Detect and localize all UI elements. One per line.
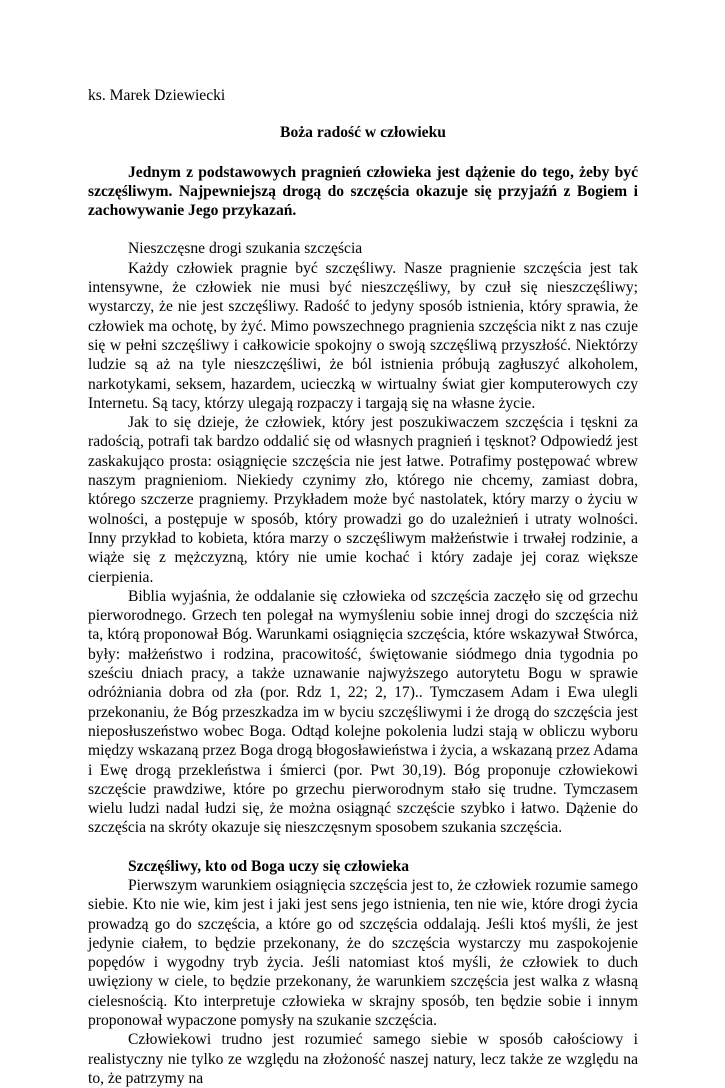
- section-heading: Nieszczęsne drogi szukania szczęścia: [128, 240, 363, 258]
- lead-paragraph: Jednym z podstawowych pragnień człowieka jest dążenie do tego, żeby być szczęśliwym. Najpewniejszą drogą do szczęścia okazuje się przyjaźń z Bogiem i zachowywanie Jego przykazań.: [88, 163, 638, 220]
- body-paragraph: Każdy człowiek pragnie być szczęśliwy. Nasze pragnienie szczęścia jest tak intensywne, że człowiek nie musi być nieszczęśliwy, by czuł się nieszczęśliwy; wystarczy, że nie jest szczęśliwy. Radość to jedyny sposób istnienia, który sprawia, że człowiek ma ochotę, by żyć. Mimo powszechnego pragnienia szczęścia nikt z nas czuje się w pełni szczęśliwy i całkowicie spokojny o swoją szczęśliwą przyszłość. Niektórzy ludzie są aż na tyle nieszczęśliwi, że ból istnienia próbują zagłuszyć alkoholem, narkotykami, seksem, hazardem, ucieczką w wirtualny świat gier komputerowych czy Internetu. Są tacy, którzy ulegają rozpaczy i targają się na własne życie.: [88, 259, 638, 412]
- body-paragraph: Biblia wyjaśnia, że oddalanie się człowieka od szczęścia zaczęło się od grzechu pierworodnego. Grzech ten polegał na wymyśleniu sobie innej drogi do szczęścia niż ta, którą proponował Bóg. Warunkami osiągnięcia szczęścia, które wskazywał Stwórca, były: małżeństwo i rodzina, pracowitość, świętowanie siódmego dnia tygodnia po sześciu dniach pracy, a także uznawanie najwyższego autorytetu Bogu w sprawie odróżniania dobra od zła (por. Rdz 1, 22; 2, 17).. Tymczasem Adam i Ewa ulegli przekonaniu, że Bóg przeszkadza im w byciu szczęśliwymi i że drogą do szczęścia jest nieposłuszeństwo wobec Boga. Odtąd kolejne pokolenia ludzi stają w obliczu wyboru między wskazaną przez Boga drogą błogosławieństwa i życia, a wskazaną przez Adama i Ewę drogą przekleństwa i śmierci (por. Pwt 30,19). Bóg proponuje człowiekowi szczęście prawdziwe, które po grzechu pierworodnym stało się trudne. Tymczasem wielu ludzi nadal łudzi się, że można osiągnąć szczęście szybko i łatwo. Dążenie do szczęścia na skróty okazuje się nieszczęsnym sposobem szukania szczęścia.: [88, 587, 638, 837]
- document-page: [88, 86, 638, 1088]
- body-paragraph: Pierwszym warunkiem osiągnięcia szczęścia jest to, że człowiek rozumie samego siebie. Kto nie wie, kim jest i jaki jest sens jego istnienia, ten nie wie, które drogi życia prowadzą go do szczęścia, a które go od szczęścia oddalają. Jeśli ktoś myśli, że jest jedynie ciałem, to będzie przekonany, że do szczęścia wystarczy mu zaspokojenie popędów i wygodny tryb życia. Jeśli natomiast ktoś myśli, że człowiek to duch uwięziony w ciele, to będzie przekonany, że warunkiem szczęścia jest walka z własną cielesnością. Kto interpretuje człowieka w skrajny sposób, ten będzie sobie i innym proponował wypaczone pomysły na szukanie szczęścia.: [88, 876, 638, 1030]
- section-heading: Szczęśliwy, kto od Boga uczy się człowieka: [128, 857, 410, 875]
- section-2: [88, 857, 638, 1088]
- body-paragraph: Jak to się dzieje, że człowiek, który jest poszukiwaczem szczęścia i tęskni za radością, potrafi tak bardzo oddalić się od własnych pragnień i tęsknot? Odpowiedź jest zaskakująco prosta: osiągnięcie szczęścia nie jest łatwe. Potrafimy postępować wbrew naszym pragnieniom. Niekiedy czynimy zło, którego nie chcemy, zamiast dobra, którego szczerze pragniemy. Przykładem może być nastolatek, który marzy o życiu w wolności, a postępuje w sposób, który prowadzi go do uzależnień i utraty wolności. Inny przykład to kobieta, która marzy o szczęśliwym małżeństwie i trwałej rodzinie, a wiąże się z mężczyzną, który nie umie kochać i który zadaje jej coraz większe cierpienia.: [88, 414, 638, 586]
- section-spacer: [88, 838, 638, 857]
- body-paragraph: Człowiekowi trudno jest rozumieć samego siebie w sposób całościowy i realistyczny nie tylko ze względu na złożoność naszej natury, lecz także ze względu na to, że patrzymy na: [88, 1031, 638, 1087]
- author-line: ks. Marek Dziewiecki: [88, 87, 226, 104]
- section-1: [88, 239, 638, 837]
- document-title: Boża radość w człowieku: [280, 124, 446, 142]
